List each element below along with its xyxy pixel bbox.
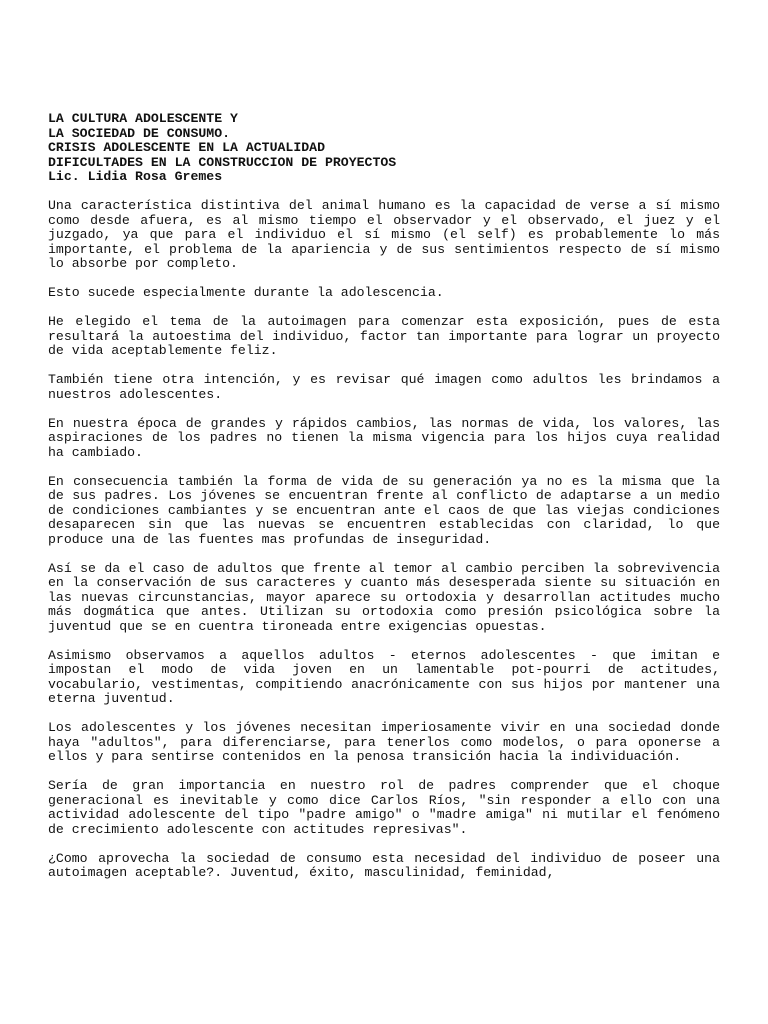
paragraph-4: También tiene otra intención, y es revisar qué imagen como adultos les brindamos a nuestros adolescentes. [48, 372, 720, 402]
paragraph-9: Los adolescentes y los jóvenes necesitan imperiosamente vivir en una sociedad donde haya "adultos", para diferenciarse, para tenerlos como modelos, o para oponerse a ellos y para sentirse contenidos en la penosa transición hacia la individuación. [48, 720, 720, 764]
paragraph-7: Así se da el caso de adultos que frente al temor al cambio perciben la sobrevivencia en la conservación de sus caracteres y cuanto más desesperada siente su situación en las nuevas circunstancias, mayor aparece su ortodoxia y desarrollan actitudes mucho más dogmática que antes. Utilizan su ortodoxia como presión psicológica sobre la juventud que se en cuentra tironeada entre exigencias opuestas. [48, 560, 720, 634]
paragraph-10: Sería de gran importancia en nuestro rol de padres comprender que el choque generacional es inevitable y como dice Carlos Ríos, "sin responder a ello con una actividad adolescente del tipo "padre amigo" o "madre amiga" ni mutilar el fenómeno de crecimiento adolescente con actitudes represivas". [48, 778, 720, 837]
document-page [48, 112, 720, 895]
heading-line-3: CRISIS ADOLESCENTE EN LA ACTUALIDAD [48, 140, 325, 155]
paragraph-11: ¿Como aprovecha la sociedad de consumo esta necesidad del individuo de poseer una autoimagen aceptable?. Juventud, éxito, masculinidad, feminidad, [48, 850, 720, 880]
heading-line-4: DIFICULTADES EN LA CONSTRUCCION DE PROYECTOS [48, 154, 397, 170]
paragraph-3: He elegido el tema de la autoimagen para comenzar esta exposición, pues de esta resultará la autoestima del individuo, factor tan importante para lograr un proyecto de vida aceptablemente feliz. [48, 314, 720, 358]
heading-line-1: LA CULTURA ADOLESCENTE Y [48, 111, 238, 126]
paragraph-6: En consecuencia también la forma de vida de su generación ya no es la misma que la de sus padres. Los jóvenes se encuentran frente al conflicto de adaptarse a un medio de condiciones cambiantes y se encuentran ante el caos de que las viejas condiciones desaparecen sin que las nuevas se encuentren establecidas con claridad, lo que produce una de las fuentes mas profundas de inseguridad. [48, 473, 720, 547]
paragraph-5: En nuestra época de grandes y rápidos cambios, las normas de vida, los valores, las aspiraciones de los padres no tienen la misma vigencia para los hijos cuya realidad ha cambiado. [48, 415, 720, 460]
heading-line-2: LA SOCIEDAD DE CONSUMO. [48, 125, 231, 141]
paragraph-1: Una característica distintiva del animal humano es la capacidad de verse a sí mismo como desde afuera, es al mismo tiempo el observador y el observado, el juez y el juzgado, ya que para el individuo el sí mismo (el self) es probablemente lo más importante, el problema de la apariencia y de sus sentimientos respecto de sí mismo lo absorbe por completo. [48, 198, 720, 271]
document-heading [48, 112, 720, 185]
author-line: Lic. Lidia Rosa Gremes [48, 169, 223, 184]
paragraph-2: Esto sucede especialmente durante la adolescencia. [48, 285, 444, 300]
paragraph-8: Asimismo observamos a aquellos adultos - eternos adolescentes - que imitan e impostan el modo de vida joven en un lamentable pot-pourri de actitudes, vocabulario, vestimentas, compitiendo anacrónicamente con sus hijos por mantener una eterna juventud. [48, 647, 720, 706]
